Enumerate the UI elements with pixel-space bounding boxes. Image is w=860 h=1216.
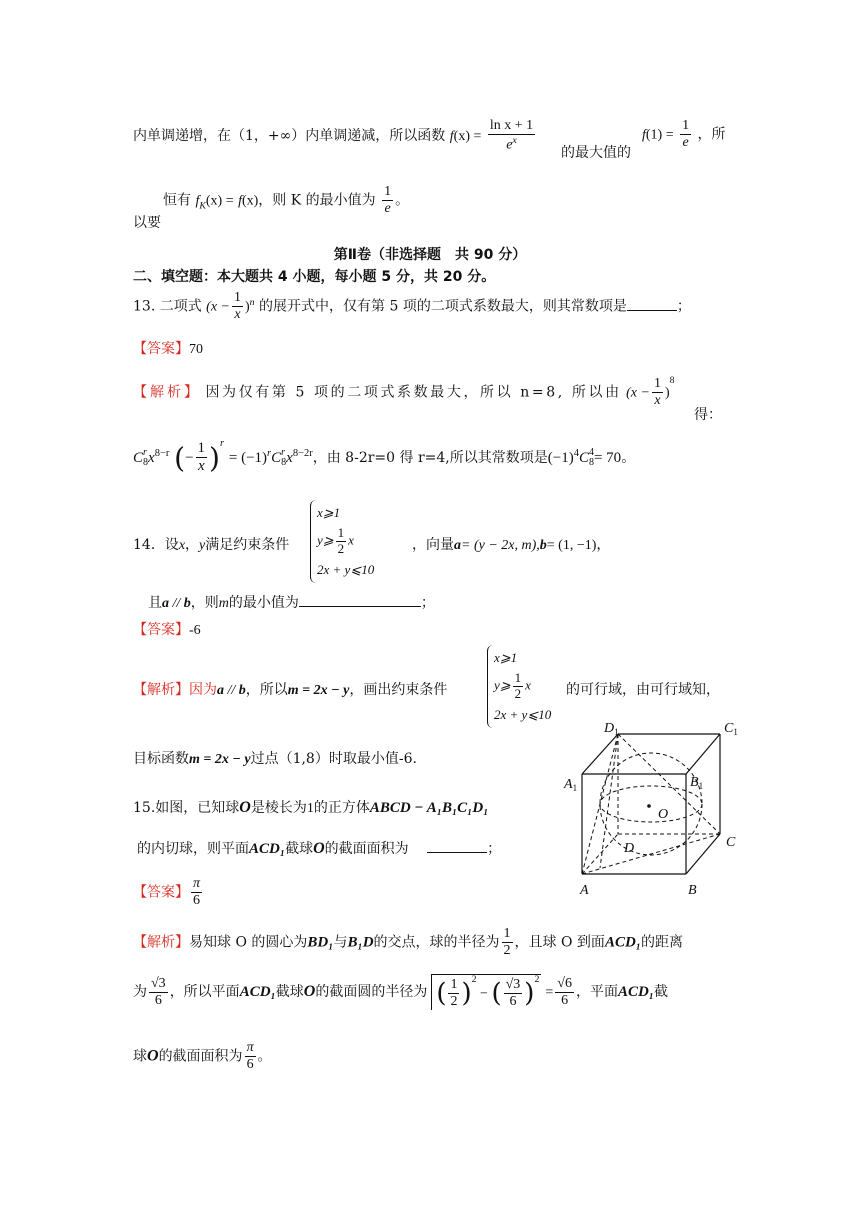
line-1-max-text: 的最大值的 xyxy=(561,145,631,161)
question-14-vectors: ，向量a= (y − 2x, m),b= (1, −1)， xyxy=(412,537,611,553)
label-d1: $D_1$ xyxy=(604,721,619,737)
label-b: B xyxy=(688,883,697,898)
line-2-prefix: 以要 xyxy=(133,215,161,231)
solution-13-line-1: 【解析】 因为仅有第 5 项的二项式系数最大，所以 n=8, 所以由 (x − $\frac{1}{x}$ )$^8$ xyxy=(133,374,675,409)
solution-14-tail: 的可行域，由可行域知， xyxy=(566,682,720,698)
question-13: 13. 二项式 (x − $\frac{1}{x}$ )$^n$ 的展开式中，仅有第 5 项的二项式系数最大，则其常数项是 ； xyxy=(133,290,691,323)
answer-15: 【答案】 $\frac{\pi}{6}$ xyxy=(133,876,201,909)
solution-14-line-2: 目标函数m = 2x − y过点（1,8）时取最小值-6. xyxy=(133,751,417,767)
section-heading: 二、填空题：本大题共 4 小题，每小题 5 分，共 20 分。 xyxy=(133,269,496,285)
question-14-line-2: 且a // b，则m的最小值为 ； xyxy=(148,595,435,611)
answer-blank xyxy=(427,852,487,853)
label-d: D xyxy=(624,841,635,856)
solution-15-line-1: 【解析】易知球 O 的圆心为BD₁与B₁D的交点，球的半径为 $\frac{1}{2}$ ，且球 O 到面ACD₁的距离 xyxy=(133,926,684,959)
answer-14: 【答案】-6 xyxy=(133,622,201,638)
label-a1: $A_1$ xyxy=(564,777,578,793)
answer-blank xyxy=(299,606,421,607)
constraint-system: x⩾1 y⩾ $\frac{1}{2}$ x 2x + y⩽10 xyxy=(306,500,380,583)
line-2: 恒有 $f_K(x) = f(x)$，则 K 的最小值为 $\frac{1}{e}$ 。 xyxy=(163,184,410,217)
label-a: A xyxy=(580,883,589,898)
fraction-lnx-over-ex: $\frac{\text{ln x + 1}}{e^x}$ xyxy=(489,118,534,153)
solution-15-line-3: 球O的截面面积为 $\frac{\pi}{6}$ 。 xyxy=(133,1040,272,1073)
part-title: 第Ⅱ卷（非选择题 共 90 分） xyxy=(333,247,527,263)
label-c1: $C_1$ xyxy=(724,721,738,737)
question-15-line-2: 的内切球，则平面ACD₁截球O的截面面积为 ； xyxy=(137,840,502,857)
sphere-center-dot xyxy=(647,804,651,808)
solution-13-formula: C r 8 $x^{8-r}$ (− $\frac{1}{x}$ )$^r = (-1)^rC$ r 8 $x^{8-2r}$，由 8-2r=0 得 r=4,所以其常数项是$(-1)^4C$ 4 8 = 70。 xyxy=(133,437,636,475)
question-14-prefix: 14．设x，y满足约束条件 xyxy=(133,537,290,553)
sqrt-expression: ( $\frac{1}{2}$ )$^2$ − ( $\frac{√3}{6}$ )$^2$ xyxy=(431,974,541,1010)
label-b1: $B_1$ xyxy=(690,775,704,791)
solution-13-de: 得： xyxy=(694,407,722,423)
label-o: O xyxy=(658,807,669,822)
constraint-system-2: x⩾1 y⩾ $\frac{1}{2}$ x 2x + y⩽10 xyxy=(483,645,557,728)
answer-13: 【答案】70 xyxy=(133,341,203,357)
label-c: C xyxy=(726,835,736,850)
line-1-f1: f(1) = $\frac{1}{e}$ ，所 xyxy=(642,118,726,151)
solution-14-line-1: 【解析】因为a // b，所以m = 2x − y，画出约束条件 xyxy=(133,682,448,698)
solution-15-line-2: 为 $\frac{√3}{6}$ ，所以平面ACD₁截球O的截面圆的半径为 ( $\frac{1}{2}$ )$^2$ − ( $\frac{√3}{6}$ )$^2$= $\frac{√6}{6}$ ，平面ACD₁截 xyxy=(133,973,669,1010)
question-15-line-1: 15.如图，已知球O是棱长为1的正方体ABCD − A₁B₁C₁D₁ xyxy=(133,799,489,816)
answer-blank xyxy=(627,310,677,311)
cube-with-inscribed-sphere-figure xyxy=(560,718,750,900)
line-1: 内单调递增，在（1，+∞）内单调递减，所以函数 f(x) = $\frac{\text{ln x + 1}}{e^x}$ xyxy=(133,118,534,153)
